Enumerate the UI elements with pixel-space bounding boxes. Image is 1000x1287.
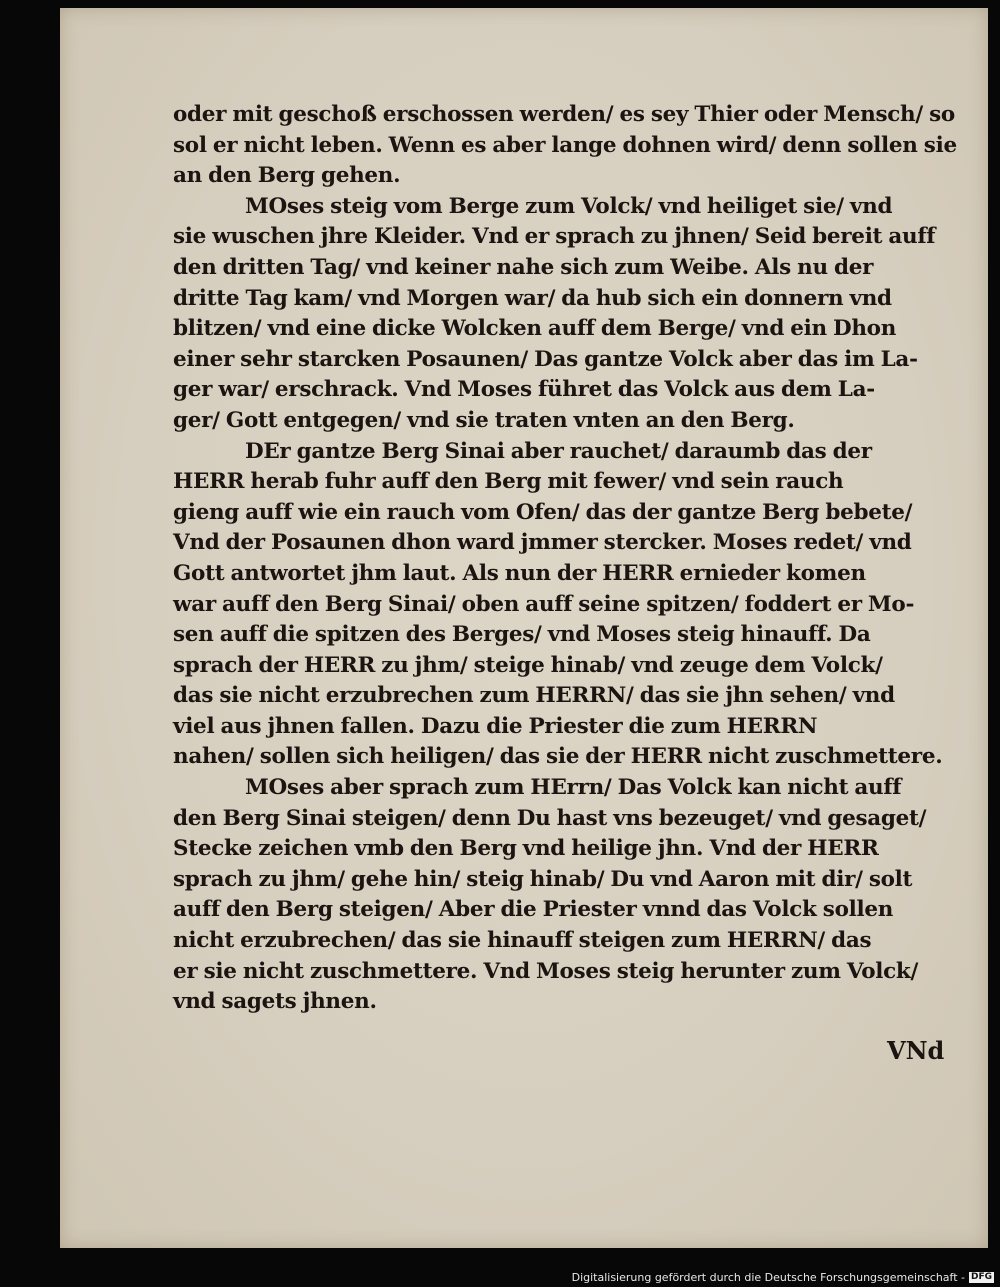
text-line: den dritten Tag/ vnd keiner nahe sich zum Weibe. Als nu der xyxy=(173,254,874,280)
text-line: er sie nicht zuschmettere. Vnd Moses steig herunter zum Volck/ xyxy=(173,958,919,984)
text-line: nahen/ sollen sich heiligen/ das sie der HERR nicht zuschmettere. xyxy=(173,744,943,770)
text-line: Vnd der Posaunen dhon ward jmmer stercker. Moses redet/ vnd xyxy=(173,530,912,556)
paragraph-start-line: MOses aber sprach zum HErrn/ Das Volck kan nicht auff xyxy=(245,775,902,801)
text-line: sprach zu jhm/ gehe hin/ steig hinab/ Du vnd Aaron mit dir/ solt xyxy=(173,866,913,892)
text-line: ger war/ erschrack. Vnd Moses führet das Volck aus dem La- xyxy=(173,377,875,403)
text-line: sprach der HERR zu jhm/ steige hinab/ vnd zeuge dem Volck/ xyxy=(173,652,883,678)
text-line: oder mit geschoß erschossen werden/ es sey Thier oder Mensch/ so xyxy=(173,102,955,127)
dfg-logo: DFG xyxy=(970,1272,992,1282)
text-line: gieng auff wie ein rauch vom Ofen/ das der gantze Berg bebete/ xyxy=(173,499,913,525)
text-line: war auff den Berg Sinai/ oben auff seine spitzen/ foddert er Mo- xyxy=(173,591,915,617)
text-line: an den Berg gehen. xyxy=(173,163,401,189)
text-line: den Berg Sinai steigen/ denn Du hast vns bezeuget/ vnd gesaget/ xyxy=(173,805,927,831)
text-line: auff den Berg steigen/ Aber die Priester vnnd das Volck sollen xyxy=(173,897,894,923)
text-line: ger/ Gott entgegen/ vnd sie traten vnten an den Berg. xyxy=(173,407,795,433)
text-line: nicht erzubrechen/ das sie hinauff steigen zum HERRN/ das xyxy=(173,928,872,954)
text-line: sie wuschen jhre Kleider. Vnd er sprach zu jhnen/ Seid bereit auff xyxy=(173,224,936,250)
text-line: das sie nicht erzubrechen zum HERRN/ das sie jhn sehen/ vnd xyxy=(173,683,895,709)
text-line: Stecke zeichen vmb den Berg vnd heilige jhn. Vnd der HERR xyxy=(173,836,879,862)
text-line: dritte Tag kam/ vnd Morgen war/ da hub sich ein donnern vnd xyxy=(173,285,892,311)
digitization-credit xyxy=(572,1271,994,1284)
paragraph-start-line: DEr gantze Berg Sinai aber rauchet/ daraumb das der xyxy=(245,438,872,464)
text-line: einer sehr starcken Posaunen/ Das gantze Volck aber das im La- xyxy=(173,346,918,372)
catchword: VNd xyxy=(887,1036,945,1065)
text-line: Gott antwortet jhm laut. Als nun der HERR ernieder komen xyxy=(173,560,866,586)
text-line: sol er nicht leben. Wenn es aber lange dohnen wird/ denn sollen sie xyxy=(173,132,957,158)
text-line: vnd sagets jhnen. xyxy=(173,989,377,1015)
text-line: blitzen/ vnd eine dicke Wolcken auff dem Berge/ vnd ein Dhon xyxy=(173,316,897,342)
paragraph-start-line: MOses steig vom Berge zum Volck/ vnd heiliget sie/ vnd xyxy=(245,193,893,219)
text-line: sen auff die spitzen des Berges/ vnd Moses steig hinauff. Da xyxy=(173,622,871,648)
text-line: viel aus jhnen fallen. Dazu die Priester die zum HERRN xyxy=(173,713,818,739)
page-text xyxy=(173,100,963,1018)
text-line: HERR herab fuhr auff den Berg mit fewer/ vnd sein rauch xyxy=(173,469,844,495)
credit-text: Digitalisierung gefördert durch die Deutsche Forschungsgemeinschaft - xyxy=(571,1271,965,1284)
